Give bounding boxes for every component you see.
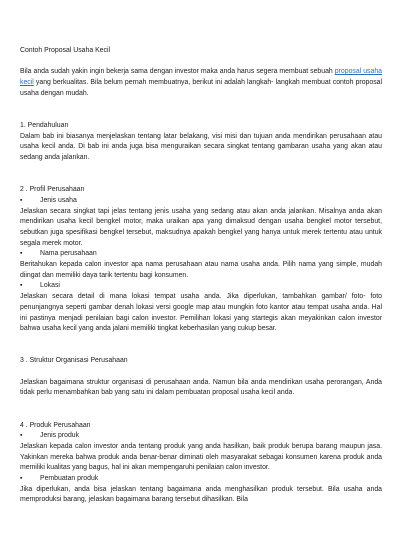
- section-3-body: Jelaskan bagaimana struktur organisasi di perusahaan anda. Namun bila anda mendirikan usaha perorangan, Anda tidak perlu menambahkan bab yang satu ini dalam pembuatan proposal usaha kecil anda.: [20, 378, 382, 397]
- subheading-jenis-usaha: [20, 196, 382, 207]
- bullet-icon: ▪: [20, 282, 23, 290]
- document-title: Contoh Proposal Usaha Kecil: [20, 47, 111, 54]
- section-2-heading: 2 . Profil Perusahaan: [20, 186, 85, 194]
- subheading-pembuatan-produk: [20, 474, 382, 485]
- subheading-jenis-produk: [20, 431, 382, 442]
- subheading-nama-perusahaan: [20, 249, 382, 260]
- section-3-heading: 3 . Struktur Organisasi Perusahaan: [20, 357, 128, 365]
- section-1-body: Dalam bab ini biasanya menjelaskan tentang latar belakang, visi misi dan tujuan anda mendirikan perusahaan atau usaha kecil anda. Di bab ini anda juga bisa menguraikan secara singkat tentang gambaran usaha yang akan atau sedang anda jalankan.: [20, 132, 382, 161]
- bullet-icon: ▪: [20, 432, 23, 440]
- subheading-label: Nama perusahaan: [40, 250, 97, 258]
- section-4-heading: 4 . Produk Perusahaan: [20, 421, 91, 429]
- jenis-usaha-body: Jelaskan secara singkat tapi jelas tentang jenis usaha yang sedang atau akan anda jalankan. Misalnya anda akan mendirikan usaha kecil bengkel motor, maka uraikan apa yang dimaksud dengan usaha bengkel motor tersebut, sebutkan juga spesifikasi bengkel tersebut, maksudnya apakah bengkel yang hanya untuk merek tertentu atau untuk segala merek motor.: [20, 207, 382, 247]
- document-body: [20, 46, 382, 506]
- section-1-heading: 1. Pendahuluan: [20, 121, 69, 129]
- intro-paragraph: [20, 67, 382, 99]
- proposal-usaha-kecil-link[interactable]: proposal usaha kecil: [20, 68, 382, 87]
- subheading-label: Jenis usaha: [40, 196, 77, 204]
- bullet-icon: ▪: [20, 250, 23, 258]
- pembuatan-produk-body: Jika diperlukan, anda bisa jelaskan tentang bagaimana anda menghasilkan produk tersebut. Bila usaha anda memproduksi barang, jelaskan bagaimana barang tersebut dihasilkan. Bila: [20, 485, 382, 504]
- subheading-label: Pembuatan produk: [40, 475, 99, 483]
- subheading-label: Jenis produk: [40, 432, 80, 440]
- jenis-produk-body: Jelaskan kepada calon investor anda tentang produk yang anda hasilkan, baik produk berupa barang maupun jasa. Yakinkan mereka bahwa produk anda benar-benar diminati oleh masyarakat sebagai konsumen karena produk anda memiliki kualitas yang bagus, hal ini akan mempengaruhi penilaian calon investor.: [20, 442, 382, 472]
- bullet-icon: ▪: [20, 196, 23, 204]
- lokasi-body: Jelaskan secara detail di mana lokasi tempat usaha anda. Jika diperlukan, tambahkan gambar/ foto- foto penunjangnya seperti gambar denah lokasi versi google map atau mungkin foto kantor atau tempat usaha anda. Hal ini pastinya menjadi penilaian bagi calon investor. Pemilihan lokasi yang startegis akan meyakinkan calon investor bahwa usaha kecil yang anda jalani memiliki tingkat keberhasilan yang cukup besar.: [20, 293, 382, 333]
- subheading-label: Lokasi: [40, 282, 60, 290]
- subheading-lokasi: [20, 281, 382, 292]
- bullet-icon: ▪: [20, 475, 23, 483]
- intro-text-after: yang berkualitas. Bila belum pernah membuatnya, berikut ini adalah langkah- langkah membuat contoh proposal usaha dengan mudah.: [20, 79, 382, 97]
- intro-text-before: Bila anda sudah yakin ingin bekerja sama dengan investor maka anda harus segera membuat sebuah: [20, 68, 335, 76]
- nama-perusahaan-body: Beritahukan kepada calon investor apa nama perusahaan atau nama usaha anda. Pilih nama yang simple, mudah diingat dan memiliki daya tarik tertentu bagi konsumen.: [20, 261, 382, 279]
